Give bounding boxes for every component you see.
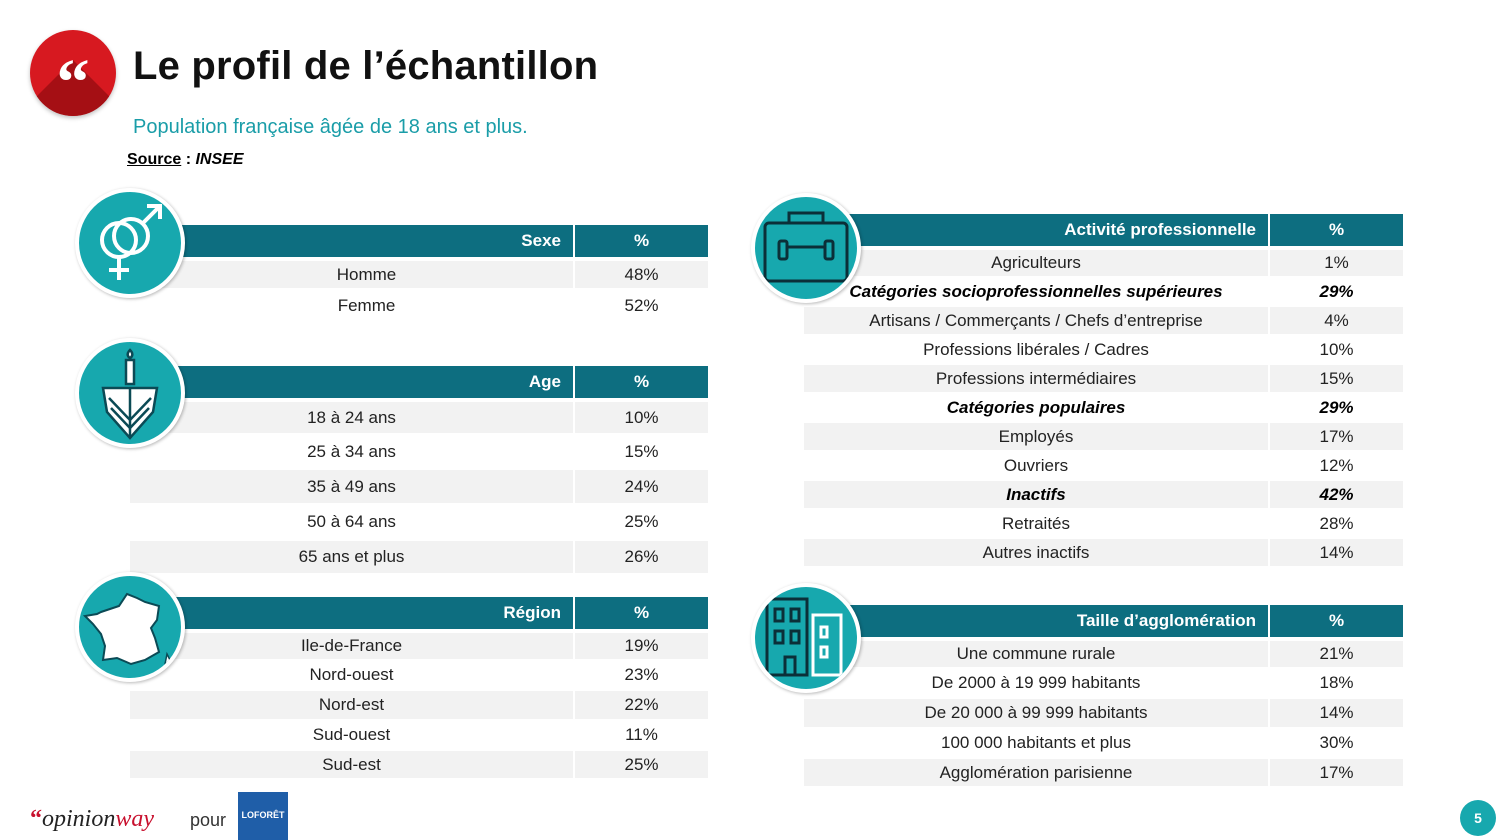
row-value: 14% — [1270, 539, 1403, 566]
row-label: Sud-est — [130, 751, 573, 778]
row-value: 29% — [1319, 281, 1354, 301]
source-value: INSEE — [195, 151, 244, 168]
row-label: Agriculteurs — [804, 250, 1268, 276]
footer-pour-text: pour — [190, 810, 227, 830]
row-label: 18 à 24 ans — [130, 402, 573, 433]
row-label: Autres inactifs — [804, 539, 1268, 566]
row-label: 35 à 49 ans — [130, 470, 573, 503]
table-header-percent: % — [575, 366, 708, 398]
table-header-percent: % — [575, 597, 708, 629]
france-map-icon — [75, 572, 185, 682]
row-value: 24% — [575, 470, 708, 503]
table-header-percent: % — [1270, 605, 1403, 637]
row-label: 100 000 habitants et plus — [941, 733, 1131, 752]
row-value: 1% — [1270, 250, 1403, 276]
row-value: 4% — [1270, 307, 1403, 334]
building-icon — [751, 583, 861, 693]
row-value: 25% — [575, 751, 708, 778]
row-value: 10% — [1319, 339, 1354, 359]
row-value: 26% — [575, 541, 708, 573]
row-value: 15% — [624, 441, 659, 461]
row-label: 50 à 64 ans — [307, 512, 396, 531]
row-value: 11% — [625, 725, 658, 744]
row-value: 10% — [575, 402, 708, 433]
row-value: 52% — [624, 295, 659, 315]
row-value: 18% — [1319, 673, 1354, 692]
source-label: Source — [127, 151, 182, 168]
row-value: 19% — [575, 633, 708, 659]
row-value: 23% — [624, 665, 659, 684]
row-label: Employés — [804, 423, 1268, 450]
table-header-label: Age — [130, 366, 573, 398]
row-label: Retraités — [1001, 513, 1071, 533]
page-subtitle: Population française âgée de 18 ans et plus. — [133, 116, 528, 138]
opinionway-logo: “opinionway — [30, 806, 155, 832]
row-value: 17% — [1270, 423, 1403, 450]
row-label: Nord-est — [130, 691, 573, 719]
row-label: Inactifs — [804, 481, 1268, 508]
row-value: 22% — [575, 691, 708, 719]
row-value: 29% — [1319, 397, 1354, 417]
table-header-label: Région — [130, 597, 573, 629]
page-number: 5 — [1460, 800, 1496, 836]
row-label: Artisans / Commerçants / Chefs d’entreprise — [804, 307, 1268, 334]
row-value: 12% — [1319, 455, 1354, 475]
row-label: De 2000 à 19 999 habitants — [931, 673, 1141, 692]
row-value: 28% — [1319, 513, 1354, 533]
row-label: De 20 000 à 99 999 habitants — [804, 699, 1268, 727]
source-separator: : — [181, 151, 196, 168]
row-label: Sud-ouest — [312, 725, 391, 744]
row-label: Professions intermédiaires — [804, 365, 1268, 392]
table-header-label: Taille d’agglomération — [804, 605, 1268, 637]
table-header-percent: % — [1270, 214, 1403, 246]
row-label: Agglomération parisienne — [804, 759, 1268, 786]
briefcase-icon — [751, 193, 861, 303]
cake-icon — [75, 338, 185, 448]
row-label: Ouvriers — [1003, 455, 1069, 475]
row-value: 48% — [575, 261, 708, 288]
row-label: Professions libérales / Cadres — [923, 339, 1149, 359]
row-label: 25 à 34 ans — [307, 441, 396, 461]
table-header-label: Sexe — [160, 225, 573, 257]
row-value: 17% — [1270, 759, 1403, 786]
gender-icon — [75, 188, 185, 298]
row-label: Catégories socioprofessionnelles supérieures — [849, 281, 1223, 301]
page-title: Le profil de l’échantillon — [133, 44, 599, 88]
row-label: Nord-ouest — [309, 665, 394, 684]
row-label: Catégories populaires — [946, 397, 1126, 417]
row-value: 25% — [624, 512, 659, 531]
row-label: Une commune rurale — [804, 641, 1268, 667]
quote-glyph: “ — [56, 46, 90, 116]
quote-logo-icon — [30, 30, 116, 116]
row-value: 15% — [1270, 365, 1403, 392]
row-value: 14% — [1270, 699, 1403, 727]
row-value: 21% — [1270, 641, 1403, 667]
row-label: Homme — [160, 261, 573, 288]
row-label: 65 ans et plus — [130, 541, 573, 573]
table-header-label: Activité professionnelle — [804, 214, 1268, 246]
row-value: 42% — [1270, 481, 1403, 508]
table-header-percent: % — [575, 225, 708, 257]
loforet-logo: LOFORÊT — [238, 792, 288, 840]
row-label: Ile-de-France — [130, 633, 573, 659]
row-value: 30% — [1319, 733, 1354, 752]
source-line — [127, 151, 243, 169]
row-label: Femme — [337, 295, 396, 315]
